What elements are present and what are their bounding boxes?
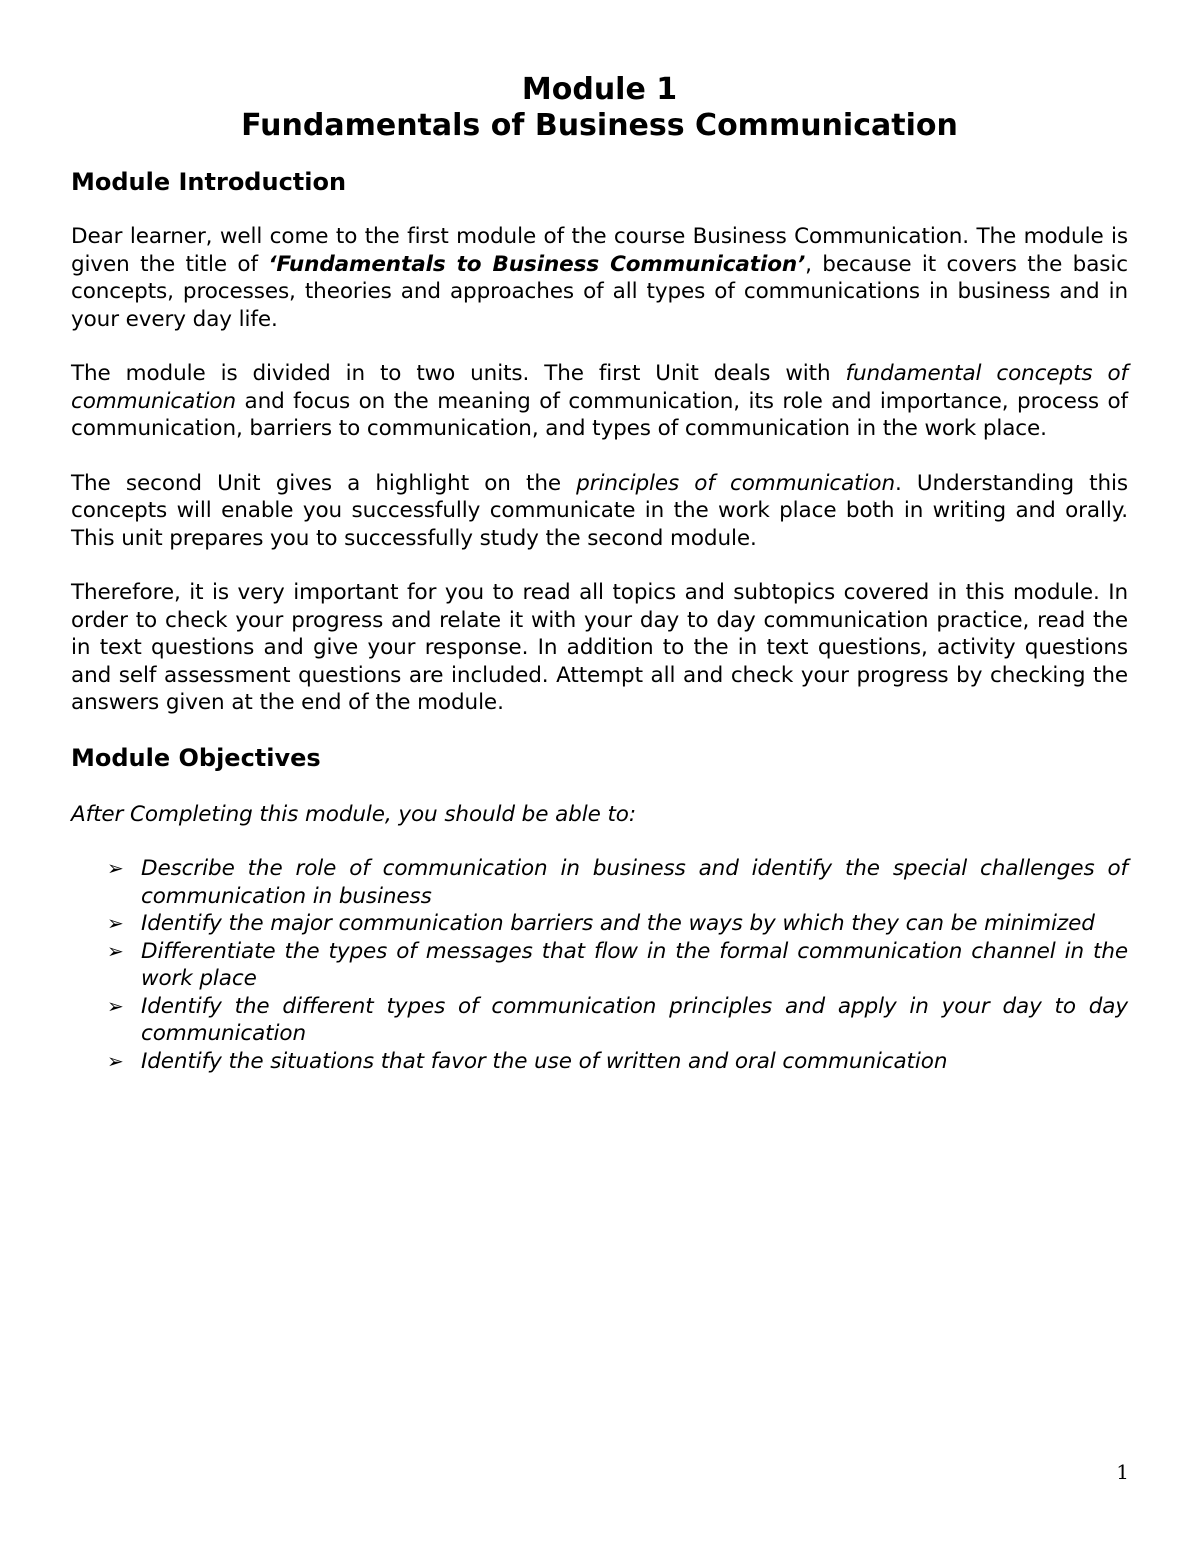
objective-item xyxy=(107,1048,1128,1076)
document-page xyxy=(71,72,1128,1075)
objective-text: Differentiate the types of messages that flow in the formal communication channel in the work place xyxy=(141,938,1128,991)
objective-item xyxy=(107,993,1128,1048)
objectives-list xyxy=(71,855,1128,1075)
arrowhead-bullet-icon: ➢ xyxy=(107,938,124,963)
arrowhead-bullet-icon: ➢ xyxy=(107,911,124,935)
objective-text: Identify the situations that favor the use of written and oral communication xyxy=(141,1048,948,1074)
intro-p1-text-c: , because it covers the basic concepts, processes, theories and approaches of all types of communications in business and in your every day life. xyxy=(71,251,1128,332)
page-number: 1 xyxy=(1116,1460,1129,1484)
arrowhead-bullet-icon: ➢ xyxy=(107,1048,124,1073)
introduction-heading: Module Introduction xyxy=(71,168,347,196)
intro-paragraph-1 xyxy=(71,223,1128,333)
objective-item xyxy=(107,910,1128,938)
module-number: Module 1 xyxy=(521,72,678,107)
module-name: Fundamentals of Business Communication xyxy=(241,108,958,143)
intro-paragraph-4: Therefore, it is very important for you to read all topics and subtopics covered in this module. In order to check your progress and relate it with your day to day communication practice, read the in text questions and give your response. In addition to the in text questions, activity questions and self assessment questions are included. Attempt all and check your progress by checking the answers given at the end of the module. xyxy=(71,580,1128,715)
intro-p2-emphasis: fundamental concepts of communication xyxy=(71,361,1128,414)
objectives-lead: After Completing this module, you should be able to: xyxy=(71,801,636,827)
intro-p3-text-a: The second Unit gives a highlight on the xyxy=(71,470,577,496)
module-title xyxy=(71,72,1128,144)
arrowhead-bullet-icon: ➢ xyxy=(107,993,124,1018)
objective-text: Identify the major communication barriers and the ways by which they can be minimized xyxy=(141,911,1095,936)
intro-p2-text-a: The module is divided in to two units. The first Unit deals with xyxy=(71,361,846,386)
intro-p3-emphasis: principles of communication xyxy=(576,470,895,496)
objective-text: Identify the different types of communication principles and apply in your day to day communication xyxy=(141,993,1128,1046)
objective-item xyxy=(107,938,1128,993)
arrowhead-bullet-icon: ➢ xyxy=(107,856,124,880)
objective-text: Describe the role of communication in business and identify the special challenges of communication in business xyxy=(141,856,1128,909)
intro-p1-text-a: Dear learner, well come to the first module of the course Business Communication. The module is given the title of xyxy=(71,224,1128,277)
objectives-heading: Module Objectives xyxy=(71,743,321,772)
intro-p2-text-c: and focus on the meaning of communication, its role and importance, process of communication, barriers to communication, and types of communication in the work place. xyxy=(71,388,1128,441)
intro-paragraph-2 xyxy=(71,360,1128,443)
objective-item xyxy=(107,855,1128,910)
intro-p1-title-emphasis: ‘Fundamentals to Business Communication’ xyxy=(268,251,806,277)
intro-paragraph-3 xyxy=(71,470,1128,553)
intro-p3-text-c: . Understanding this concepts will enable you successfully communicate in the work place both in writing and orally. This unit prepares you to successfully study the second module. xyxy=(71,470,1129,551)
